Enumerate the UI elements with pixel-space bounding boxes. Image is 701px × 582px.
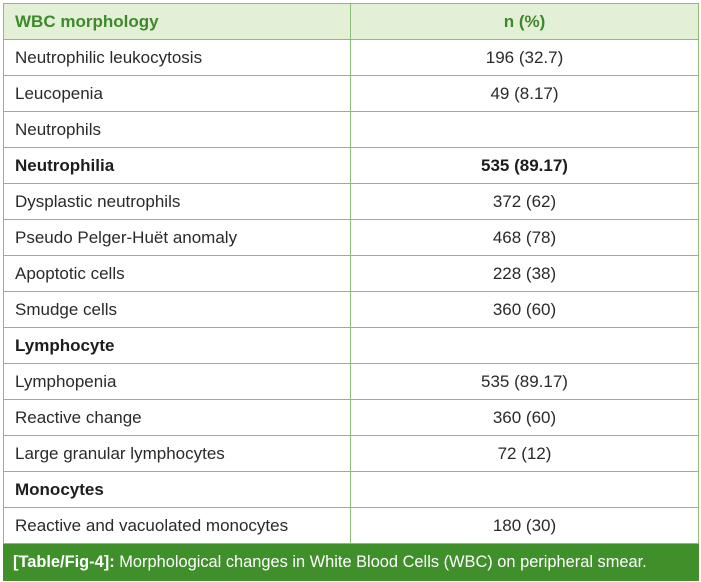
- table-row: [4, 292, 699, 328]
- row-value: 196 (32.7): [351, 40, 699, 76]
- row-value: 468 (78): [351, 220, 699, 256]
- row-value: [351, 112, 699, 148]
- row-label: Leucopenia: [4, 76, 351, 112]
- table-row: [4, 328, 699, 364]
- table-row: [4, 148, 699, 184]
- row-value: 180 (30): [351, 508, 699, 544]
- row-label: Apoptotic cells: [4, 256, 351, 292]
- row-value: 535 (89.17): [351, 148, 699, 184]
- table-row: [4, 472, 699, 508]
- row-label: Lymphopenia: [4, 364, 351, 400]
- row-label: Neutrophils: [4, 112, 351, 148]
- row-value: [351, 472, 699, 508]
- row-label: Lymphocyte: [4, 328, 351, 364]
- row-label: Smudge cells: [4, 292, 351, 328]
- table-row: [4, 112, 699, 148]
- table-row: [4, 436, 699, 472]
- table-row: [4, 400, 699, 436]
- row-value: 372 (62): [351, 184, 699, 220]
- table-body: [4, 40, 699, 544]
- column-header-count: n (%): [351, 4, 699, 40]
- caption-label: [Table/Fig-4]:: [13, 552, 115, 571]
- table-row: [4, 364, 699, 400]
- row-value: [351, 328, 699, 364]
- row-value: 360 (60): [351, 400, 699, 436]
- row-value: 360 (60): [351, 292, 699, 328]
- row-label: Reactive change: [4, 400, 351, 436]
- table-row: [4, 508, 699, 544]
- table-row: [4, 220, 699, 256]
- row-label: Large granular lymphocytes: [4, 436, 351, 472]
- table-row: [4, 76, 699, 112]
- row-value: 49 (8.17): [351, 76, 699, 112]
- wbc-morphology-table: [3, 3, 699, 581]
- row-label: Neutrophilia: [4, 148, 351, 184]
- table-row: [4, 40, 699, 76]
- row-label: Pseudo Pelger-Huët anomaly: [4, 220, 351, 256]
- caption-text: Morphological changes in White Blood Cells (WBC) on peripheral smear.: [114, 552, 647, 571]
- column-header-morphology: WBC morphology: [4, 4, 351, 40]
- row-label: Monocytes: [4, 472, 351, 508]
- row-value: 228 (38): [351, 256, 699, 292]
- row-label: Neutrophilic leukocytosis: [4, 40, 351, 76]
- row-value: 72 (12): [351, 436, 699, 472]
- table-row: [4, 184, 699, 220]
- table-row: [4, 256, 699, 292]
- row-label: Reactive and vacuolated monocytes: [4, 508, 351, 544]
- caption-row: [4, 544, 699, 581]
- figure-caption: [4, 544, 699, 581]
- header-row: [4, 4, 699, 40]
- row-value: 535 (89.17): [351, 364, 699, 400]
- row-label: Dysplastic neutrophils: [4, 184, 351, 220]
